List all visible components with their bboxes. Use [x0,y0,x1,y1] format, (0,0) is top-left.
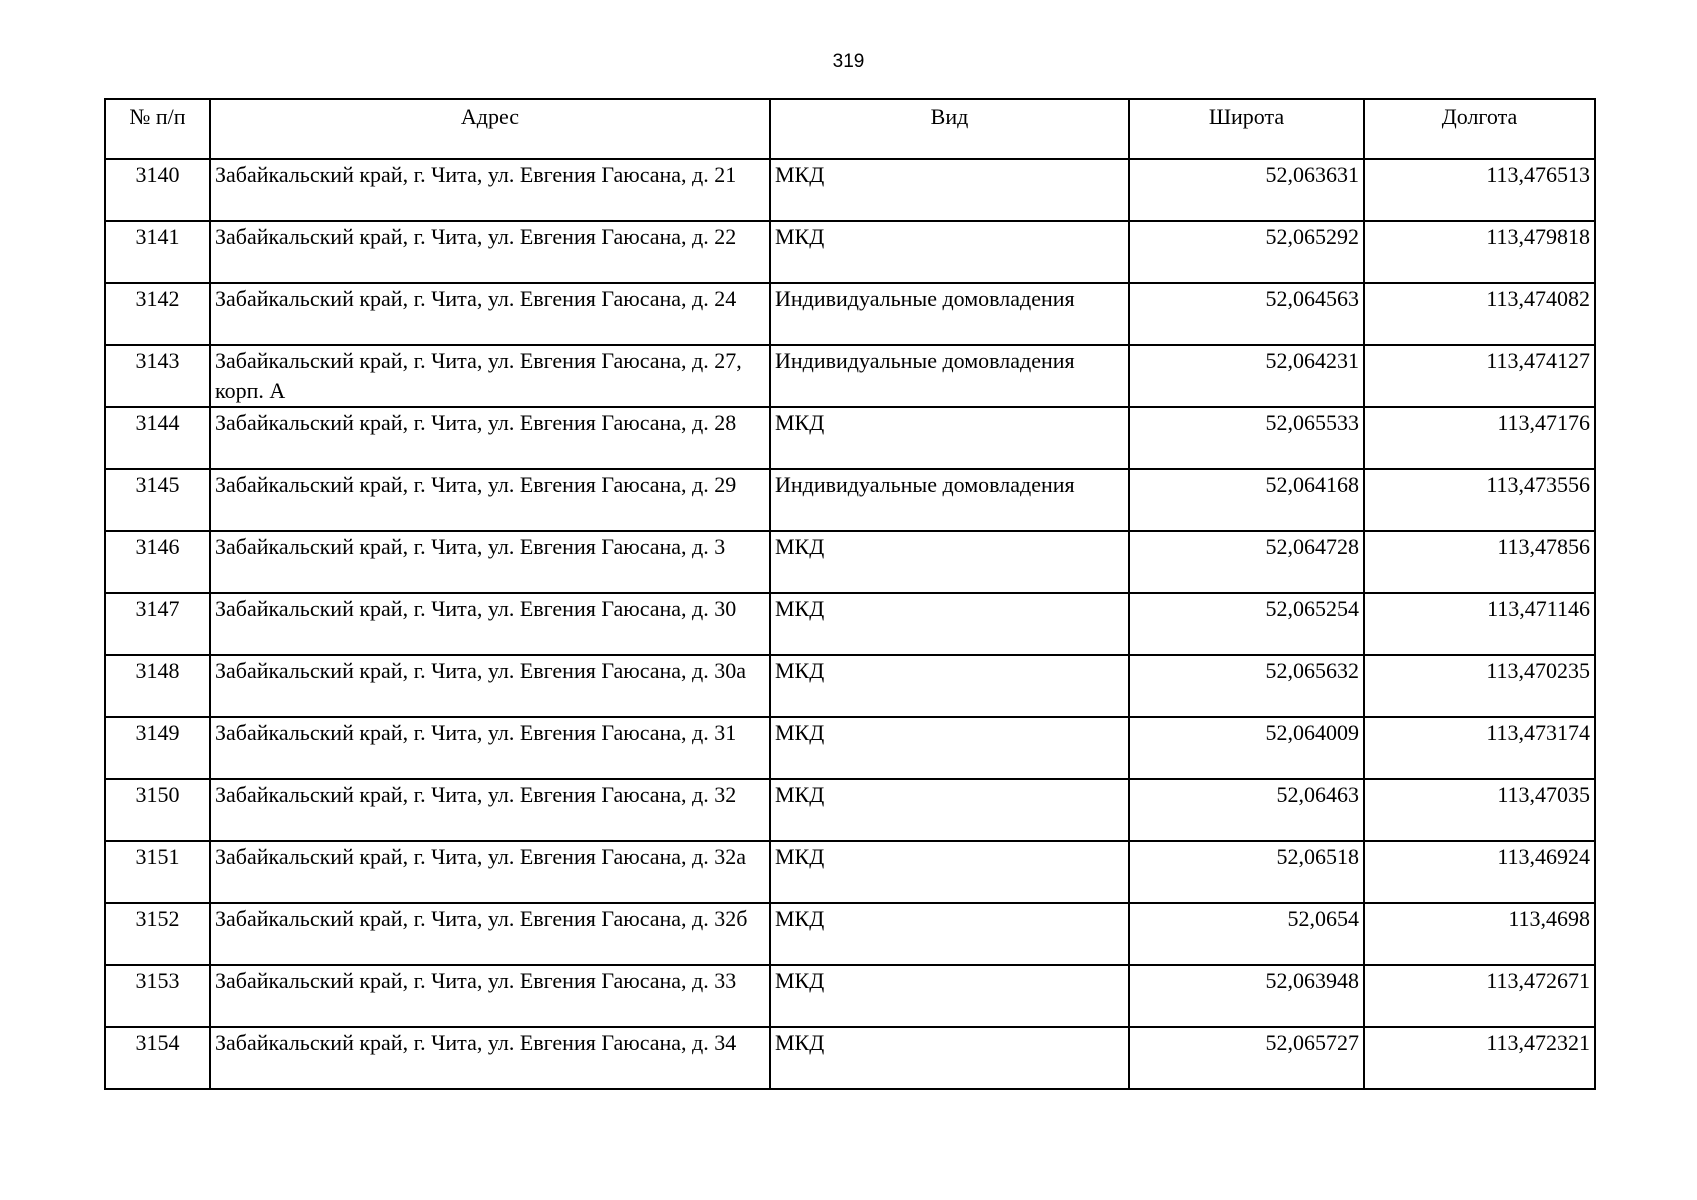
cell-num: 3147 [105,593,210,655]
cell-num: 3141 [105,221,210,283]
cell-num: 3152 [105,903,210,965]
cell-address: Забайкальский край, г. Чита, ул. Евгения Гаюсана, д. 22 [210,221,770,283]
cell-longitude: 113,476513 [1364,159,1595,221]
cell-kind: МКД [770,593,1129,655]
table-row [105,469,1595,531]
cell-kind: МКД [770,717,1129,779]
cell-address: Забайкальский край, г. Чита, ул. Евгения Гаюсана, д. 33 [210,965,770,1027]
cell-longitude: 113,473556 [1364,469,1595,531]
cell-latitude: 52,065727 [1129,1027,1364,1089]
cell-longitude: 113,47035 [1364,779,1595,841]
cell-kind: МКД [770,221,1129,283]
cell-num: 3142 [105,283,210,345]
cell-address: Забайкальский край, г. Чита, ул. Евгения Гаюсана, д. 32а [210,841,770,903]
cell-address: Забайкальский край, г. Чита, ул. Евгения Гаюсана, д. 31 [210,717,770,779]
header-address: Адрес [210,99,770,159]
cell-address: Забайкальский край, г. Чита, ул. Евгения Гаюсана, д. 21 [210,159,770,221]
cell-longitude: 113,473174 [1364,717,1595,779]
header-kind: Вид [770,99,1129,159]
cell-latitude: 52,064563 [1129,283,1364,345]
cell-kind: Индивидуальные домовладения [770,469,1129,531]
cell-latitude: 52,06463 [1129,779,1364,841]
header-row [105,99,1595,159]
cell-kind: МКД [770,903,1129,965]
cell-latitude: 52,065533 [1129,407,1364,469]
cell-longitude: 113,472321 [1364,1027,1595,1089]
header-longitude: Долгота [1364,99,1595,159]
cell-address: Забайкальский край, г. Чита, ул. Евгения Гаюсана, д. 27, корп. А [210,345,770,407]
cell-num: 3148 [105,655,210,717]
cell-address: Забайкальский край, г. Чита, ул. Евгения Гаюсана, д. 24 [210,283,770,345]
cell-longitude: 113,479818 [1364,221,1595,283]
table-row [105,1027,1595,1089]
table-row [105,531,1595,593]
cell-longitude: 113,474082 [1364,283,1595,345]
cell-latitude: 52,065254 [1129,593,1364,655]
table-row [105,407,1595,469]
table-row [105,159,1595,221]
table-row [105,965,1595,1027]
cell-longitude: 113,47856 [1364,531,1595,593]
table-row [105,221,1595,283]
header-latitude: Широта [1129,99,1364,159]
cell-address: Забайкальский край, г. Чита, ул. Евгения Гаюсана, д. 3 [210,531,770,593]
cell-longitude: 113,471146 [1364,593,1595,655]
cell-latitude: 52,065292 [1129,221,1364,283]
table-row [105,717,1595,779]
cell-longitude: 113,470235 [1364,655,1595,717]
table-row [105,655,1595,717]
cell-latitude: 52,063948 [1129,965,1364,1027]
cell-latitude: 52,063631 [1129,159,1364,221]
cell-num: 3140 [105,159,210,221]
table-row [105,345,1595,407]
cell-longitude: 113,472671 [1364,965,1595,1027]
cell-kind: Индивидуальные домовладения [770,345,1129,407]
cell-num: 3146 [105,531,210,593]
cell-address: Забайкальский край, г. Чита, ул. Евгения Гаюсана, д. 28 [210,407,770,469]
cell-kind: Индивидуальные домовладения [770,283,1129,345]
cell-num: 3145 [105,469,210,531]
header-num: № п/п [105,99,210,159]
cell-num: 3151 [105,841,210,903]
table-row [105,841,1595,903]
table-body [105,159,1595,1089]
address-table [104,98,1596,1090]
page-number: 319 [832,51,865,72]
cell-num: 3154 [105,1027,210,1089]
cell-kind: МКД [770,407,1129,469]
cell-address: Забайкальский край, г. Чита, ул. Евгения Гаюсана, д. 30 [210,593,770,655]
cell-address: Забайкальский край, г. Чита, ул. Евгения Гаюсана, д. 30а [210,655,770,717]
cell-latitude: 52,064168 [1129,469,1364,531]
cell-address: Забайкальский край, г. Чита, ул. Евгения Гаюсана, д. 34 [210,1027,770,1089]
table-row [105,283,1595,345]
cell-kind: МКД [770,1027,1129,1089]
cell-longitude: 113,4698 [1364,903,1595,965]
cell-address: Забайкальский край, г. Чита, ул. Евгения Гаюсана, д. 32б [210,903,770,965]
cell-latitude: 52,064728 [1129,531,1364,593]
cell-latitude: 52,06518 [1129,841,1364,903]
cell-kind: МКД [770,841,1129,903]
cell-kind: МКД [770,159,1129,221]
cell-num: 3150 [105,779,210,841]
table-header [105,99,1595,159]
cell-num: 3149 [105,717,210,779]
cell-kind: МКД [770,779,1129,841]
cell-longitude: 113,47176 [1364,407,1595,469]
cell-address: Забайкальский край, г. Чита, ул. Евгения Гаюсана, д. 32 [210,779,770,841]
cell-latitude: 52,064009 [1129,717,1364,779]
cell-num: 3143 [105,345,210,407]
cell-latitude: 52,0654 [1129,903,1364,965]
cell-num: 3153 [105,965,210,1027]
cell-longitude: 113,46924 [1364,841,1595,903]
table-row [105,903,1595,965]
cell-latitude: 52,064231 [1129,345,1364,407]
cell-address: Забайкальский край, г. Чита, ул. Евгения Гаюсана, д. 29 [210,469,770,531]
cell-latitude: 52,065632 [1129,655,1364,717]
cell-kind: МКД [770,655,1129,717]
table-row [105,593,1595,655]
table-row [105,779,1595,841]
cell-longitude: 113,474127 [1364,345,1595,407]
cell-num: 3144 [105,407,210,469]
cell-kind: МКД [770,531,1129,593]
cell-kind: МКД [770,965,1129,1027]
